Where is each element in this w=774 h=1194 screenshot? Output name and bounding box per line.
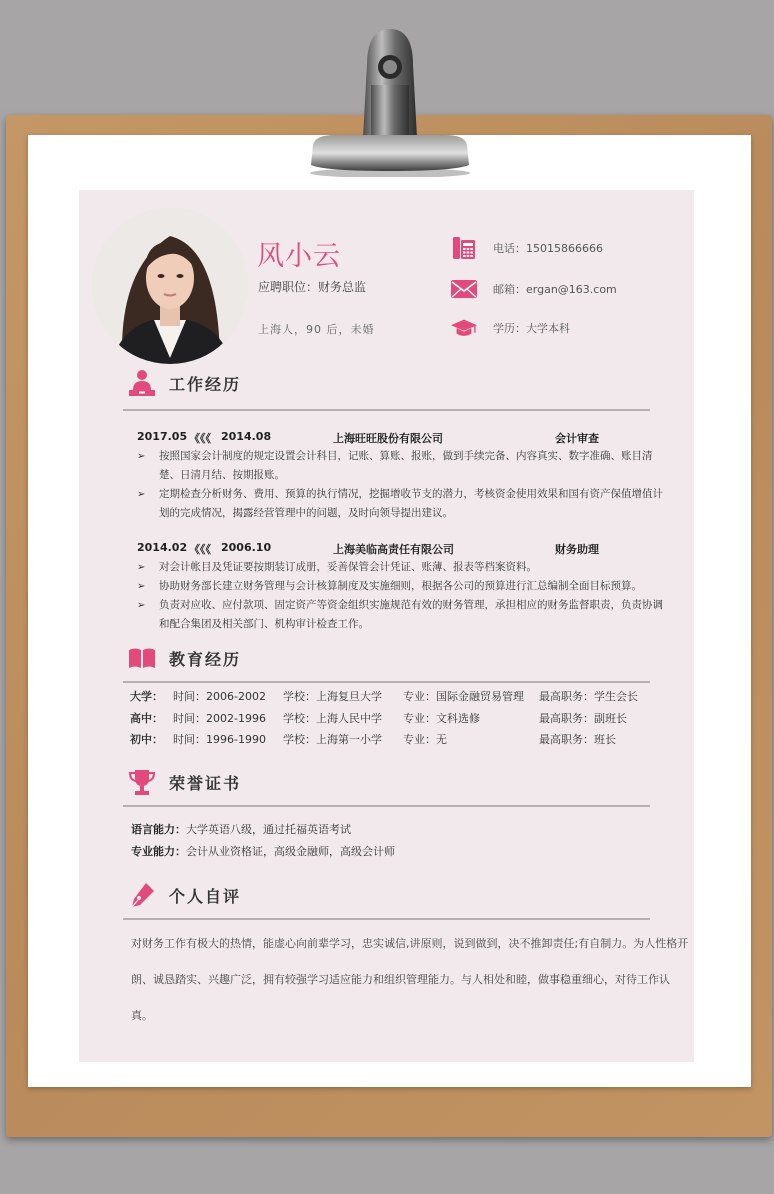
section-title-work: 工作经历 bbox=[127, 368, 241, 398]
job-position: 应聘职位：财务总监 bbox=[258, 280, 367, 294]
portrait-image bbox=[92, 208, 248, 364]
phone-icon bbox=[451, 235, 477, 261]
personal-info: 上海人，90 后，未婚 bbox=[258, 323, 375, 336]
divider bbox=[123, 805, 650, 807]
binder-clip-icon bbox=[305, 25, 475, 177]
section-title-honors: 荣誉证书 bbox=[127, 767, 241, 797]
graduation-cap-icon bbox=[451, 315, 477, 341]
candidate-name: 风小云 bbox=[257, 241, 341, 272]
list-item: ➢ 协助财务部长建立财务管理与会计核算制度及实施细则，根据各公司的预算进行汇总编制全面目标预算。 bbox=[137, 577, 663, 596]
list-item: ➢ 负责对应收、应付款项、固定资产等资金组织实施规范有效的财务管理，承担相应的财务监督职责，负责协调和配合集团及相关部门、机构审计检查工作。 bbox=[137, 596, 663, 634]
mail-icon bbox=[451, 276, 477, 302]
honor-item-professional: 专业能力：会计从业资格证，高级金融师，高级会计师 bbox=[131, 845, 395, 858]
divider bbox=[123, 918, 650, 920]
divider bbox=[123, 681, 650, 683]
contact-phone: 电话：15015866666 bbox=[451, 235, 603, 261]
trophy-icon bbox=[127, 767, 157, 797]
list-item: ➢ 对会计帐目及凭证要按期装订成册，妥善保管会计凭证、账薄、报表等档案资料。 bbox=[137, 558, 663, 577]
divider bbox=[123, 409, 650, 411]
honor-item-language: 语言能力：大学英语八级，通过托福英语考试 bbox=[131, 823, 351, 836]
list-item: ➢ 定期检查分析财务、费用、预算的执行情况，挖掘增收节支的潜力，考核资金使用效果和国有资产保值增值计划的完成情况，揭露经营管理中的问题，及时向领导提出建议。 bbox=[137, 485, 663, 523]
list-item: ➢ 按照国家会计制度的规定设置会计科目，记账、算账、报账，做到手续完备、内容真实、数字准确、账目清楚、日清月结、按期报账。 bbox=[137, 447, 663, 485]
resume-sheet: 风小云 应聘职位：财务总监 上海人，90 后，未婚 电话：15015866666 邮箱：ergan@163.com 学历：大学本科 工作经历 2017.05 《《《 2014.08 上海旺旺股份有限公司 会计审查 ➢ 按照国家会计制度的规定设置会计科目，记账、算账、报账，做到手续完备、内容真实、数字准确、账目清楚、日清月结、按期报账。 ➢ 定期检查分析财务、费用、预算的执行情况，挖掘增收节支的潜力，考核资金使用效果和国有资产保值增值计划的完成情况，揭露经营管理中的问题，及时向领导提出建议。 2014.02 《《《 2006.10 上海美临高责任有限公司 财务助理 ➢ 对会计帐目及凭证要按期装订成册，妥善保管会计凭证、账薄、报表等档案资料。 ➢ 协助财务部长建立财务管理与会计核算制度及实施细则，根据各公司的预算进行汇总编制全面目标预算。 ➢ 负责对应收、应付款项、固定资产等资金组织实施规范有效的财务管理，承担相应的财务监督职责，负责协调和配合集团及相关部门、机构审计检查工作。 教育经历 大学： 时间：2006-2002 学校：上海复旦大学 专业：国际金融贸易管理 最高职务：学生会长 高中： 时间：2002-1996 学校：上海人民中学 专业：文科选修 最高职务：副班长 初中： 时间：1996-1990 学校：上海第一小学 专业：无 最高职务：班长 荣誉证书 语言能力：大学英语八级，通过托福英语考试 专业能力：会计从业资格证，高级金融师，高级会计师 个人自评 对财务工作有极大的热情，能虚心向前辈学习，忠实诚信,讲原则，说到做到，决不推卸责任;有自制力。为人性格开朗、诚恳踏实、兴趣广泛，拥有较强学习适应能力和组织管理能力。与人相处和睦，做事稳重细心，对待工作认真。 bbox=[79, 190, 694, 1062]
pen-icon bbox=[127, 880, 157, 910]
job-duties-list bbox=[137, 558, 663, 634]
section-title-education: 教育经历 bbox=[127, 643, 241, 673]
contact-email: 邮箱：ergan@163.com bbox=[451, 276, 617, 302]
person-desk-icon bbox=[127, 368, 157, 398]
avatar bbox=[92, 208, 248, 364]
contact-education: 学历：大学本科 bbox=[451, 315, 570, 341]
job-duties-list bbox=[137, 447, 663, 523]
section-title-self: 个人自评 bbox=[127, 880, 241, 910]
self-review-text: 对财务工作有极大的热情，能虚心向前辈学习，忠实诚信,讲原则，说到做到，决不推卸责任;有自制力。为人性格开朗、诚恳踏实、兴趣广泛，拥有较强学习适应能力和组织管理能力。与人相处和睦，做事稳重细心，对待工作认真。 bbox=[131, 937, 689, 1022]
open-book-icon bbox=[127, 643, 157, 673]
